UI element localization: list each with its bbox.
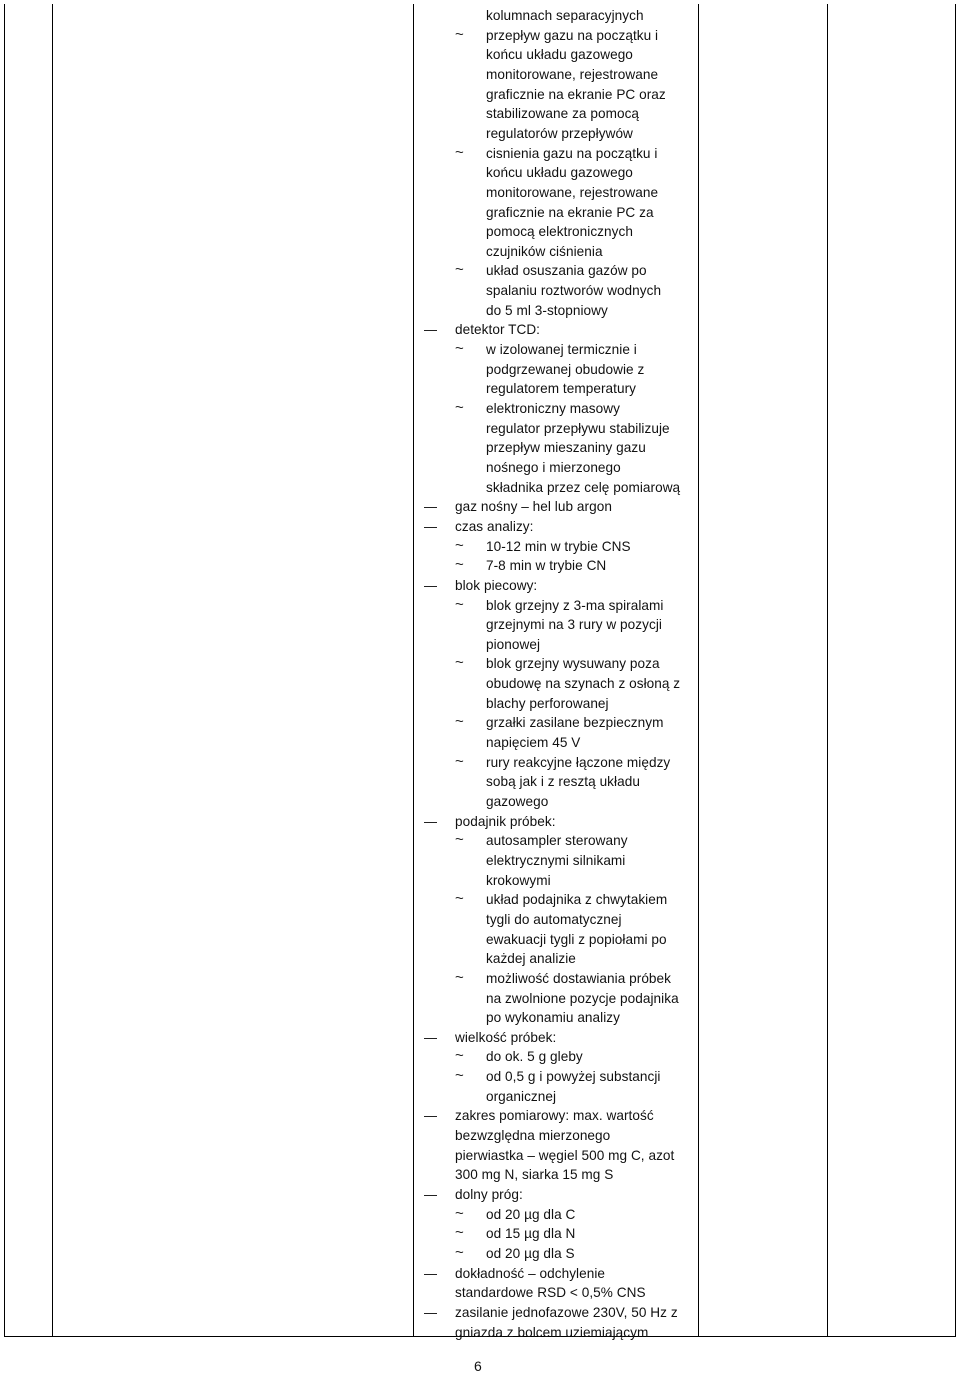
list-line: od 20 µg dla C [486, 1206, 576, 1222]
table-border-col4 [827, 4, 828, 1337]
list-line: pierwiastka – węgiel 500 mg C, azot [455, 1147, 675, 1163]
list-line: w izolowanej termicznie i [486, 342, 637, 358]
dash-bullet-icon [424, 1116, 437, 1117]
tilde-bullet-icon: ~ [455, 556, 464, 574]
list-line: składnika przez celę pomiarową [486, 479, 681, 495]
list-line: końcu układu gazowego [486, 165, 633, 181]
table-border-col3 [698, 4, 699, 1337]
list-line: podajnik próbek: [455, 813, 556, 829]
list-line: na zwolnione pozycje podajnika [486, 990, 679, 1006]
dash-bullet-icon [424, 1038, 437, 1039]
tilde-bullet-icon: ~ [455, 1067, 464, 1085]
dash-bullet-icon [424, 527, 437, 528]
list-line: kolumnach separacyjnych [486, 8, 644, 23]
list-line: monitorowane, rejestrowane [486, 184, 659, 200]
list-line: możliwość dostawiania próbek [486, 970, 672, 986]
list-line: monitorowane, rejestrowane [486, 66, 659, 82]
list-line: blok grzejny z 3-ma spiralami [486, 597, 664, 613]
tilde-bullet-icon: ~ [455, 1204, 464, 1222]
tilde-bullet-icon: ~ [455, 1047, 464, 1065]
list-line: wielkość próbek: [455, 1029, 557, 1045]
tilde-bullet-icon: ~ [455, 1243, 464, 1261]
list-line: układ podajnika z chwytakiem [486, 892, 668, 908]
tilde-bullet-icon: ~ [455, 340, 464, 358]
list-line: 10-12 min w trybie CNS [486, 538, 631, 554]
tilde-bullet-icon: ~ [455, 752, 464, 770]
list-line: organicznej [486, 1088, 557, 1104]
list-line: graficznie na ekranie PC za [486, 204, 654, 220]
list-line: regulator przepływu stabilizuje [486, 420, 670, 436]
list-line: tygli do automatycznej [486, 911, 622, 927]
list-line: czujników ciśnienia [486, 243, 603, 259]
tilde-bullet-icon: ~ [455, 654, 464, 672]
list-line: gniazda z bolcem uziemiającym [455, 1324, 649, 1340]
tilde-bullet-icon: ~ [455, 831, 464, 849]
list-line: układ osuszania gazów po [486, 263, 647, 279]
list-line: detektor TCD: [455, 322, 541, 338]
list-line: elektroniczny masowy [486, 401, 620, 416]
list-line: od 20 µg dla S [486, 1245, 575, 1261]
list-line: regulatorem temperatury [486, 381, 636, 397]
list-line: nośnego i mierzonego [486, 459, 621, 475]
list-line: czas analizy: [455, 518, 534, 534]
list-line: blok piecowy: [455, 577, 538, 593]
page-number: 6 [474, 1358, 482, 1374]
list-line: zakres pomiarowy: max. wartość [455, 1108, 654, 1124]
dash-bullet-icon [424, 330, 437, 331]
list-line: blok grzejny wysuwany poza [486, 656, 660, 672]
list-line: 300 mg N, siarka 15 mg S [455, 1167, 614, 1183]
dash-bullet-icon [424, 1313, 437, 1314]
list-line: rury reakcyjne łączone między [486, 754, 671, 770]
tilde-bullet-icon: ~ [455, 399, 464, 416]
tilde-bullet-icon: ~ [455, 261, 464, 279]
list-line: gazowego [486, 794, 549, 809]
list-line: podgrzewanej obudowie z [486, 361, 645, 377]
list-line: każdej analizie [486, 951, 576, 967]
list-line: zasilanie jednofazowe 230V, 50 Hz z [455, 1304, 678, 1320]
list-line: pionowej [486, 636, 541, 652]
list-line: pomocą elektronicznych [486, 224, 633, 240]
list-line: standardowe RSD < 0,5% CNS [455, 1285, 646, 1301]
list-line: przepływ mieszaniny gazu [486, 440, 646, 456]
table-border-right [955, 4, 956, 1337]
list-line: dolny próg: [455, 1187, 523, 1202]
list-line: grzejnymi na 3 rury w pozycji [486, 617, 662, 633]
list-line: spalaniu roztworów wodnych [486, 283, 662, 299]
dash-bullet-icon [424, 586, 437, 587]
list-line: od 0,5 g i powyżej substancji [486, 1069, 661, 1085]
tilde-bullet-icon: ~ [455, 968, 464, 986]
list-line: grzałki zasilane bezpiecznym [486, 715, 664, 731]
list-line: do 5 ml 3-stopniowy [486, 302, 608, 318]
tilde-bullet-icon: ~ [455, 25, 464, 43]
list-line: dokładność – odchylenie [455, 1265, 606, 1281]
dash-bullet-icon [424, 1274, 437, 1275]
list-line: blachy perforowanej [486, 695, 609, 711]
list-line: 7-8 min w trybie CN [486, 558, 607, 574]
list-line: napięciem 45 V [486, 735, 581, 751]
tilde-bullet-icon: ~ [455, 536, 464, 554]
dash-bullet-icon [424, 1195, 437, 1196]
list-line: sobą jak i z resztą układu [486, 774, 640, 790]
list-line: elektrycznymi silnikami [486, 852, 626, 868]
list-line: autosampler sterowany [486, 833, 628, 849]
list-line: bezwzględna mierzonego [455, 1128, 611, 1144]
list-line: po wykonamiu analizy [486, 1010, 620, 1026]
list-line: przepływ gazu na początku i [486, 27, 659, 43]
list-line: od 15 µg dla N [486, 1226, 576, 1242]
tilde-bullet-icon: ~ [455, 595, 464, 613]
table-border-col2 [413, 4, 414, 1337]
list-line: regulatorów przepływów [486, 125, 633, 141]
list-line: krokowymi [486, 872, 551, 888]
list-line: graficznie na ekranie PC oraz [486, 86, 666, 102]
list-line: ewakuacji tygli z popiołami po [486, 931, 667, 947]
tilde-bullet-icon: ~ [455, 713, 464, 731]
tilde-bullet-icon: ~ [455, 143, 464, 161]
list-line: końcu układu gazowego [486, 47, 633, 63]
list-line: cisnienia gazu na początku i [486, 145, 658, 161]
dash-bullet-icon [424, 822, 437, 823]
list-line: stabilizowane za pomocą [486, 106, 640, 122]
tilde-bullet-icon: ~ [455, 890, 464, 908]
dash-bullet-icon [424, 507, 437, 508]
table-border-left [4, 4, 5, 1337]
list-line: do ok. 5 g gleby [486, 1049, 583, 1065]
list-line: gaz nośny – hel lub argon [455, 499, 612, 515]
list-line: obudowę na szynach z osłoną z [486, 676, 681, 692]
tilde-bullet-icon: ~ [455, 1224, 464, 1242]
table-border-col1 [52, 4, 53, 1337]
